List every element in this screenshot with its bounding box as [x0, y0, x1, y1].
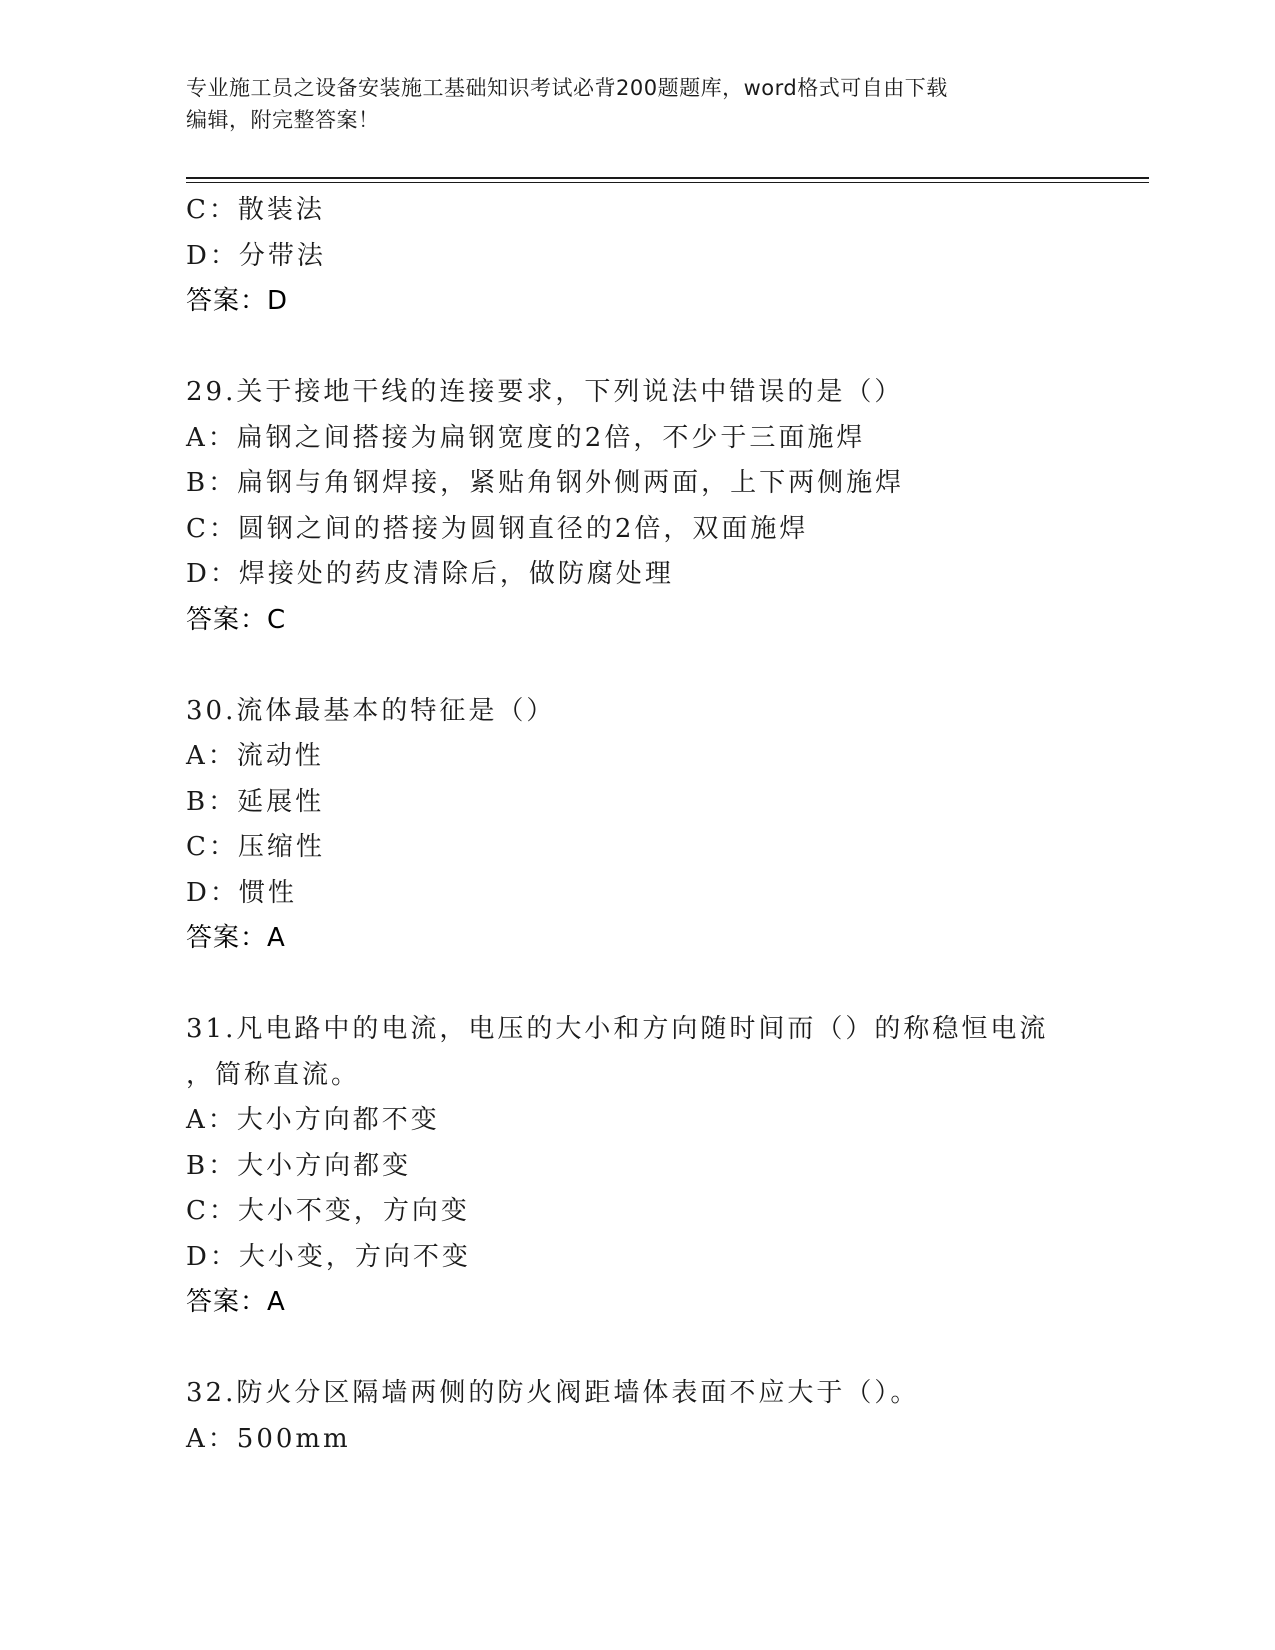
option-b: B：扁钢与角钢焊接，紧贴角钢外侧两面，上下两侧施焊: [186, 468, 905, 498]
option-d: D：分带法: [186, 240, 326, 271]
option-c: C：大小不变，方向变: [186, 1196, 470, 1226]
question-30: [186, 689, 1086, 962]
answer-line: 答案：A: [186, 1287, 286, 1317]
header-line-2: 编辑，附完整答案！: [186, 108, 380, 132]
spacer: [186, 643, 1086, 689]
question-stem-continued: ，简称直流。: [186, 1059, 361, 1090]
answer-line: 答案：C: [186, 604, 287, 635]
question-32: [186, 1371, 1086, 1462]
question-31: [186, 1007, 1086, 1326]
option-c: C：压缩性: [186, 832, 325, 862]
spacer: [186, 325, 1086, 371]
option-d: D：大小变，方向不变: [186, 1241, 471, 1272]
spacer: [186, 962, 1086, 1008]
question-stem: 32.防火分区隔墙两侧的防火阀距墙体表面不应大于（）。: [186, 1378, 920, 1408]
question-stem: 30.流体最基本的特征是（）: [186, 695, 556, 726]
option-d: D：焊接处的药皮清除后，做防腐处理: [186, 559, 674, 589]
answer-line: 答案：A: [186, 923, 286, 953]
spacer: [186, 1326, 1086, 1372]
question-stem: 31.凡电路中的电流，电压的大小和方向随时间而（）的称稳恒电流: [186, 1014, 1049, 1044]
option-a: A：扁钢之间搭接为扁钢宽度的2倍，不少于三面施焊: [186, 422, 866, 453]
question-28-continued: [186, 188, 1086, 325]
header-rule-thick: [186, 177, 1149, 179]
header-line-1: 专业施工员之设备安装施工基础知识考试必背200题题库，word格式可自由下载: [186, 76, 948, 100]
option-c: C：圆钢之间的搭接为圆钢直径的2倍，双面施焊: [186, 513, 809, 544]
header-rule-thin: [186, 182, 1149, 183]
option-d: D：惯性: [186, 877, 297, 908]
page-header: [186, 72, 1086, 136]
option-a: A：500mm: [186, 1423, 351, 1454]
option-b: B：延展性: [186, 786, 325, 817]
option-c: C：散装法: [186, 195, 325, 225]
option-b: B：大小方向都变: [186, 1150, 412, 1181]
question-stem: 29.关于接地干线的连接要求，下列说法中错误的是（）: [186, 377, 904, 407]
option-a: A：流动性: [186, 741, 324, 771]
question-29: [186, 370, 1086, 643]
answer-line: 答案：D: [186, 286, 289, 316]
option-a: A：大小方向都不变: [186, 1105, 440, 1135]
question-content: [186, 188, 1086, 1462]
